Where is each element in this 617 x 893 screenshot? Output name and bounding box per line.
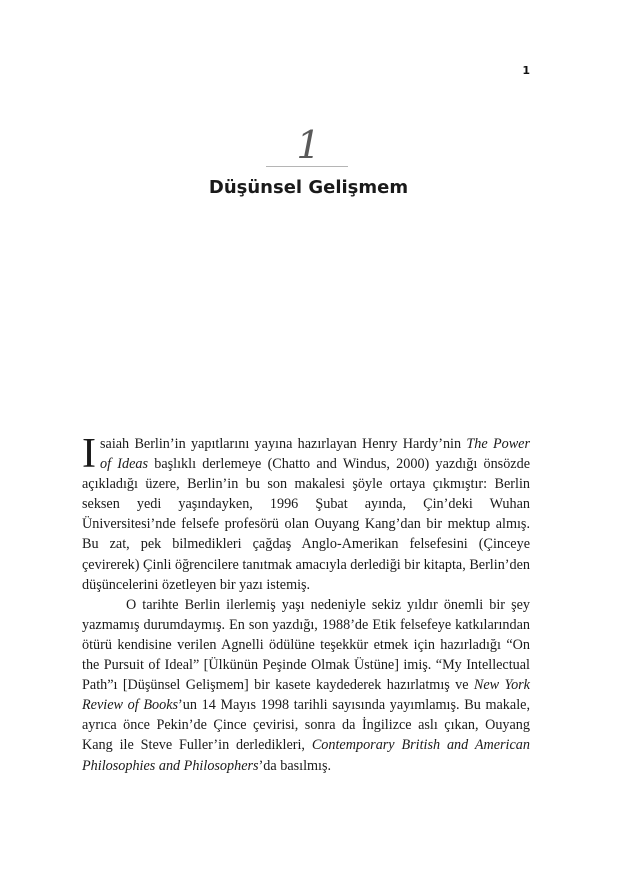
chapter-divider [266, 166, 348, 167]
book-title-contemporary-philosophies: Contemporary British and American Philosophies and Philosophers [82, 737, 530, 774]
paragraph-2 [82, 595, 530, 776]
chapter-title: Düşünsel Gelişmem [208, 177, 409, 198]
paragraph-2-text-c: ’da basılmış. [258, 757, 332, 774]
book-title-power-of-ideas: The Power of Ideas [100, 436, 531, 473]
paragraph-1-text-a: saiah Berlin’in yapıtlarını yayına hazırlayan Henry Hardy’nin [100, 436, 467, 452]
drop-cap: I [82, 431, 96, 477]
paragraph-2-text-a: O tarihte Berlin ilerlemiş yaşı nedeniyle sekiz yıldır önemli bir şey yazmamış durumdaymış. En son yazdığı, 1988’de Etik felsefeye katkılarından ötürü kendisine verilen Agnelli ödülüne teşekkür etmek için hazırladığı “On the Pursuit of Ideal” [Ülkünün Peşinde Olmak Üstüne] imiş. “My Intellectual Path”ı [Düşünsel Gelişmem] bir kasete kaydederek hazırlatmış ve [82, 596, 530, 694]
chapter-number: 1 [296, 123, 321, 167]
paragraph-1-text-b: başlıklı derlemeye (Chatto and Windus, 2000) yazdığı önsözde açıkladığı üzere, Berlin’in bu son makalesi şöyle ortaya çıkmıştır: Berlin seksen yedi yaşındayken, 1996 Şubat ayında, Çin’deki Wuhan Üniversitesi’nde felsefe profesörü olan Ouyang Kang’dan bir mektup almış. Bu zat, pek bilmedikleri çağdaş Anglo-Amerikan felsefesini (Çinceye çevirerek) Çinli öğrencilere tanıtmak amacıyla derlediği bir kitapta, Berlin’den düşüncelerini özetleyen bir yazı istemiş. [82, 456, 530, 593]
chapter-body [82, 431, 531, 776]
paragraph-1 [82, 431, 531, 595]
journal-title-nyrb: New York Review of Books [82, 677, 530, 714]
paragraph-2-text-b: ’un 14 Mayıs 1998 tarihli sayısında yayımlamış. Bu makale, ayrıca önce Pekin’de Çince çevirisi, sonra da İngilizce aslı çıkan, Ouyang Kang ile Steve Fuller’in derledikleri, [82, 697, 530, 754]
page-number: 1 [522, 64, 530, 77]
